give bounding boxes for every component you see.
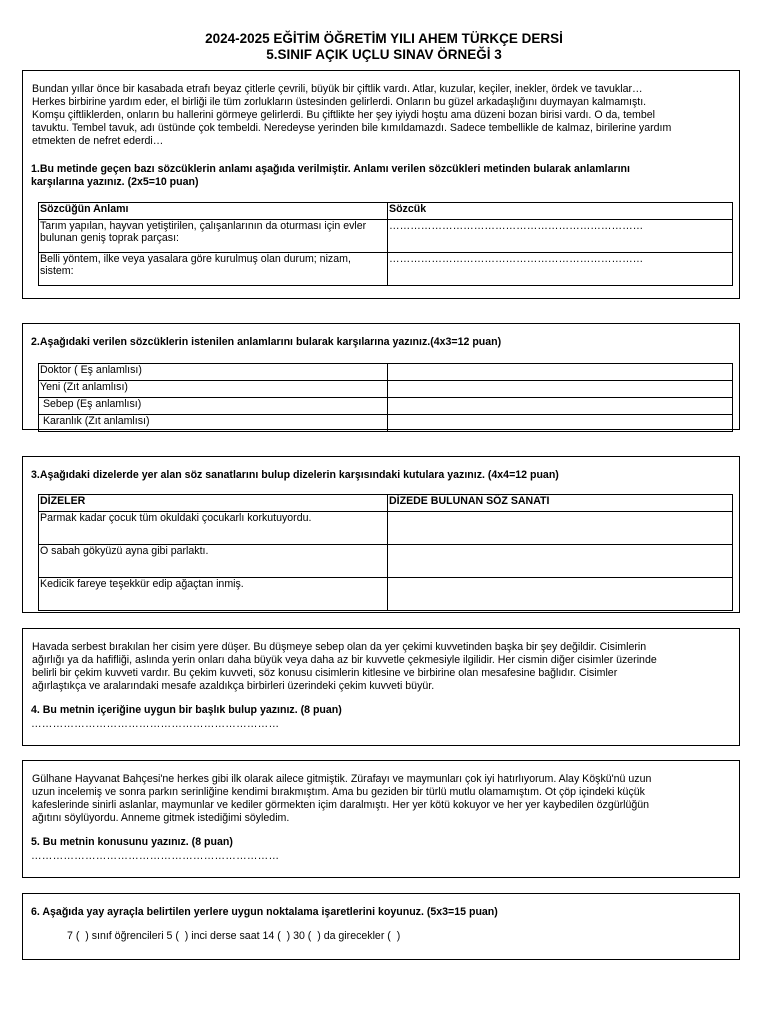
column-header-meaning: Sözcüğün Anlamı: [39, 203, 388, 220]
answer-line[interactable]: ……………………………………………………………: [31, 850, 280, 862]
table-row: [39, 545, 733, 578]
figures-of-speech-table: [38, 494, 733, 611]
passage-line: ağırlaştıkça ve aralarındaki mesafe azaldıkça birbirleri üzerindeki çekim kuvveti büyür.: [32, 679, 435, 692]
word-cell: Karanlık (Zıt anlamlısı): [39, 415, 388, 432]
question-line: karşılarına yazınız. (2x5=10 puan): [31, 175, 199, 188]
question-1: [31, 163, 731, 189]
answer-cell[interactable]: [388, 545, 733, 578]
answer-cell[interactable]: [388, 381, 733, 398]
passage-line: tavuktu. Tembel tavuk, adı üstünde çok tembeldi. Neredeyse yerinden bile kımıldamazdı. Sadece tembellikle de kalmaz, birilerine yardım: [32, 121, 672, 134]
exam-title: 2024-2025 EĞİTİM ÖĞRETİM YILI AHEM TÜRKÇE DERSİ: [205, 31, 563, 46]
meaning-cell: Belli yöntem, ilke veya yasalara göre kurulmuş olan durum; nizam, sistem:: [39, 253, 388, 286]
meaning-cell: Tarım yapılan, hayvan yetiştirilen, çalışanlarının da oturması için evler bulunan geniş toprak parçası:: [39, 220, 388, 253]
passage-line: Havada serbest bırakılan her cisim yere düşer. Bu düşmeye sebep olan da yer çekimi kuvvetinden başka bir şey değildir. Cisimlerin: [32, 641, 647, 653]
question-5: 5. Bu metnin konusunu yazınız. (8 puan): [31, 836, 233, 848]
punctuation-sentence[interactable]: 7 ( ) sınıf öğrencileri 5 ( ) inci derse saat 14 ( ) 30 ( ) da girecekler ( ): [67, 930, 401, 942]
answer-cell[interactable]: [388, 398, 733, 415]
answer-cell[interactable]: [388, 512, 733, 545]
line-cell: Kedicik fareye teşekkür edip ağaçtan inmiş.: [39, 578, 388, 611]
passage-line: kafeslerinde sinirli aslanlar, maymunlar ve kediler görmekten içim daralmıştı. Her yer kötü kokuyor ve her yer kaybedilen özgürlüğün: [32, 798, 650, 811]
passage-line: Komşu çiftliklerden, onların bu hallerini görmeye gelirlerdi. Bu çiftlikte her şey iyiydi hoştu ama düzeni bozan birisi vardı. O da, tembel: [32, 108, 655, 121]
exam-subtitle: 5.SINIF AÇIK UÇLU SINAV ÖRNEĞİ 3: [266, 47, 502, 62]
passage-line: Herkes birbirine yardım eder, el birliği ile tüm zorlukların üstesinden gelirlerdi. Onların bu güzel arkadaşlığını duymayan kalmamıştı.: [32, 95, 647, 108]
word-cell: Doktor ( Eş anlamlısı): [39, 364, 388, 381]
section-2-box: [22, 323, 740, 430]
line-cell: Parmak kadar çocuk tüm okuldaki çocukarlı korkutuyordu.: [39, 512, 388, 545]
passage-line: ağıtını söylüyordu. Anneme gitmek istediğimi söyledim.: [32, 811, 290, 824]
table-header-row: [39, 495, 733, 512]
table-row: [39, 381, 733, 398]
synonym-antonym-table: [38, 363, 733, 432]
question-3: 3.Aşağıdaki dizelerde yer alan söz sanatlarını bulup dizelerin karşısındaki kutulara yazınız. (4x4=12 puan): [31, 469, 559, 481]
table-header-row: [39, 203, 733, 220]
table-row: [39, 578, 733, 611]
table-row: [39, 415, 733, 432]
section-6-box: [22, 893, 740, 960]
line-cell: O sabah gökyüzü ayna gibi parlaktı.: [39, 545, 388, 578]
section-5-box: [22, 760, 740, 878]
vocabulary-table: [38, 202, 733, 286]
word-cell: Yeni (Zıt anlamlısı): [39, 381, 388, 398]
answer-cell[interactable]: ………………………………………………………………: [388, 253, 733, 286]
section-1-passage: [32, 83, 731, 148]
table-row: [39, 398, 733, 415]
column-header-art: DİZEDE BULUNAN SÖZ SANATI: [388, 495, 733, 512]
answer-line[interactable]: ……………………………………………………………: [31, 718, 280, 730]
table-row: [39, 253, 733, 286]
answer-cell[interactable]: [388, 364, 733, 381]
question-2: 2.Aşağıdaki verilen sözcüklerin istenilen anlamlarını bularak karşılarına yazınız.(4x3=12 puan): [31, 336, 502, 348]
table-row: [39, 364, 733, 381]
column-header-word: Sözcük: [388, 203, 733, 220]
question-line: 1.Bu metinde geçen bazı sözcüklerin anlamı aşağıda verilmiştir. Anlamı verilen sözcükleri metinden bularak anlamlarını: [31, 163, 630, 175]
section-3-box: [22, 456, 740, 613]
passage-line: belirli bir çekim kuvveti vardır. Bu çekim kuvveti, söz konusu cisimlerin kitlesine ve birbirine olan mesafesine bağlıdır. Cisimler: [32, 666, 618, 679]
word-cell: Sebep (Eş anlamlısı): [39, 398, 388, 415]
column-header-lines: DİZELER: [39, 495, 388, 512]
table-row: [39, 512, 733, 545]
section-4-box: [22, 628, 740, 746]
passage-line: uzun incelemiş ve sonra parkın serinliğine kendimi bırakmıştım. Ama bu geziden bir türlü mutlu olamamıştım. Ot çöp içindeki küçük: [32, 785, 645, 798]
passage-line: etmekten de nefret ederdi…: [32, 134, 164, 147]
question-4: 4. Bu metnin içeriğine uygun bir başlık bulup yazınız. (8 puan): [31, 704, 342, 716]
section-5-passage: [32, 773, 731, 825]
section-4-passage: [32, 641, 731, 693]
question-6: 6. Aşağıda yay ayraçla belirtilen yerlere uygun noktalama işaretlerini koyunuz. (5x3=15 puan): [31, 906, 498, 918]
answer-cell[interactable]: ………………………………………………………………: [388, 220, 733, 253]
table-row: [39, 220, 733, 253]
passage-line: ağırlığı ya da hafifliği, aslında yerin onları daha büyük veya daha az bir kuvvetle çekmesiyle ilgilidir. Her cismin diğer cisimler üzerinde: [32, 653, 657, 666]
section-1-box: [22, 70, 740, 299]
answer-cell[interactable]: [388, 415, 733, 432]
passage-line: Gülhane Hayvanat Bahçesi'ne herkes gibi ilk olarak ailece gitmiştik. Zürafayı ve maymunları çok iyi hatırlıyorum. Alay Köşkü'nü uzun: [32, 773, 652, 785]
passage-line: Bundan yıllar önce bir kasabada etrafı beyaz çitlerle çevrili, büyük bir çiftlik vardı. Atlar, kuzular, keçiler, inekler, ördek ve tavuklar…: [32, 83, 643, 95]
answer-cell[interactable]: [388, 578, 733, 611]
